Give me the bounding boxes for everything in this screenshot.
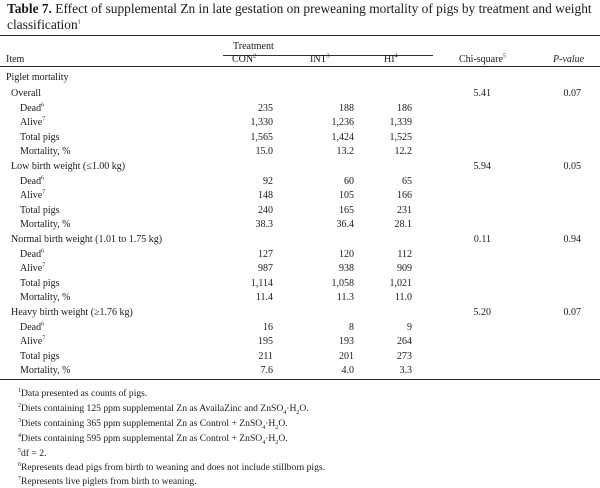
footnote-7: $^7$Represents live piglets from birth to weaning.: [18, 475, 197, 487]
row-label: Mortality, %: [20, 146, 71, 158]
table-row: [0, 146, 600, 162]
table-row: [0, 219, 600, 235]
row-label: Alive$^7$: [20, 335, 46, 348]
row-label: Total pigs: [20, 131, 60, 143]
cell-int: 8: [349, 321, 354, 333]
cell-int: 1,236: [331, 117, 354, 129]
table-row: [0, 263, 600, 279]
row-label: Mortality, %: [20, 219, 71, 231]
table-row: [0, 190, 600, 206]
table-caption: Effect of supplemental Zn in late gestation on preweaning mortality of pigs by treatment and weight classification: [7, 1, 592, 32]
table-row: [0, 351, 600, 367]
cell-con: 148: [258, 190, 273, 202]
table-row: [0, 205, 600, 221]
header-int: INT$^3$: [310, 53, 330, 65]
cell-int: 105: [339, 190, 354, 202]
row-label: Total pigs: [20, 277, 60, 289]
table-row: [0, 292, 600, 308]
row-label: Dead$^6$: [20, 102, 45, 114]
cell-hi: 264: [397, 336, 412, 348]
cell-hi: 112: [397, 248, 412, 260]
row-label: Low birth weight (≤1.00 kg): [11, 161, 126, 172]
cell-hi: 1,339: [389, 117, 412, 129]
section-row: [0, 72, 600, 88]
group-row: [0, 234, 600, 250]
header-chi-square: Chi-square$^5$: [459, 53, 506, 65]
table-title: [7, 1, 597, 32]
cell-int: 36.4: [336, 219, 354, 231]
cell-hi: 3.3: [399, 365, 412, 377]
cell-int: 60: [344, 175, 354, 187]
cell-con: 195: [258, 336, 273, 348]
row-label: Alive$^7$: [20, 262, 46, 275]
header-rule: [0, 66, 600, 67]
cell-hi: 11.0: [394, 292, 412, 304]
header-con: CON$^2$: [232, 53, 257, 65]
row-label: Mortality, %: [20, 292, 71, 304]
row-label: Heavy birth weight (≥1.76 kg): [11, 307, 133, 318]
table-row: [0, 336, 600, 352]
row-label: Dead$^6$: [20, 321, 45, 333]
bottom-rule: [0, 379, 600, 380]
cell-int: 11.3: [336, 292, 354, 304]
cell-hi: 65: [402, 175, 412, 187]
cell-int: 13.2: [336, 146, 354, 158]
row-label: Overall: [11, 88, 41, 99]
table-row: [0, 278, 600, 294]
cell-chi: 5.94: [473, 161, 491, 172]
footnote-5: $^5$df = 2.: [18, 447, 47, 459]
section-label: Piglet mortality: [6, 72, 69, 83]
cell-hi: 9: [407, 321, 412, 333]
cell-hi: 273: [397, 350, 412, 362]
cell-p: 0.07: [563, 307, 581, 318]
table-row: [0, 117, 600, 133]
cell-hi: 1,021: [389, 277, 412, 289]
cell-con: 1,565: [250, 131, 273, 143]
cell-int: 4.0: [341, 365, 354, 377]
row-label: Normal birth weight (1.01 to 1.75 kg): [11, 234, 163, 245]
cell-con: 16: [263, 321, 273, 333]
cell-hi: 12.2: [394, 146, 412, 158]
cell-con: 15.0: [255, 146, 273, 158]
row-label: Dead$^6$: [20, 175, 45, 187]
cell-p: 0.05: [563, 161, 581, 172]
group-row: [0, 88, 600, 104]
cell-hi: 231: [397, 204, 412, 216]
table-row: [0, 322, 600, 338]
footnote-2: $^2$Diets containing 125 ppm supplemental Zn as AvailaZinc and $ZnSO_4\cdot H_2O$.: [18, 402, 309, 416]
title-footnote-mark: 1: [77, 19, 81, 26]
cell-hi: 1,525: [389, 131, 412, 143]
cell-int: 120: [339, 248, 354, 260]
cell-int: 201: [339, 350, 354, 362]
cell-hi: 186: [397, 102, 412, 114]
cell-hi: 166: [397, 190, 412, 202]
table-label: Table 7.: [7, 1, 52, 16]
table-row: [0, 176, 600, 192]
row-label: Dead$^6$: [20, 248, 45, 260]
cell-con: 987: [258, 263, 273, 275]
table-row: [0, 249, 600, 265]
cell-hi: 909: [397, 263, 412, 275]
row-label: Total pigs: [20, 350, 60, 362]
cell-con: 92: [263, 175, 273, 187]
table-row: [0, 103, 600, 119]
cell-chi: 0.11: [473, 234, 491, 245]
cell-con: 127: [258, 248, 273, 260]
row-label: Mortality, %: [20, 365, 71, 377]
top-rule: [0, 35, 600, 36]
cell-int: 1,424: [331, 131, 354, 143]
cell-int: 188: [339, 102, 354, 114]
footnote-1: $^1$Data presented as counts of pigs.: [18, 387, 148, 399]
cell-p: 0.94: [563, 234, 581, 245]
treatment-label: Treatment: [233, 41, 274, 52]
cell-con: 11.4: [255, 292, 273, 304]
cell-con: 211: [258, 350, 273, 362]
cell-con: 240: [258, 204, 273, 216]
cell-chi: 5.20: [473, 307, 491, 318]
cell-int: 1,058: [331, 277, 354, 289]
header-item: Item: [6, 54, 25, 65]
cell-int: 193: [339, 336, 354, 348]
header-p-value: P-value: [553, 54, 585, 65]
cell-int: 938: [339, 263, 354, 275]
group-row: [0, 307, 600, 323]
cell-hi: 28.1: [394, 219, 412, 231]
footnote-4: $^4$Diets containing 595 ppm supplemental Zn as Control + $ZnSO_4\cdot H_2O$.: [18, 432, 288, 446]
row-label: Alive$^7$: [20, 189, 46, 202]
cell-con: 235: [258, 102, 273, 114]
cell-con: 1,330: [250, 117, 273, 129]
cell-con: 38.3: [255, 219, 273, 231]
cell-con: 1,114: [250, 277, 273, 289]
row-label: Total pigs: [20, 204, 60, 216]
cell-int: 165: [339, 204, 354, 216]
footnote-6: $^6$Represents dead pigs from birth to weaning and does not include stillborn pigs.: [18, 461, 326, 473]
cell-con: 7.6: [260, 365, 273, 377]
header-hi: $HI^4$: [384, 53, 398, 65]
table-row: [0, 132, 600, 148]
cell-chi: 5.41: [473, 88, 491, 99]
group-row: [0, 161, 600, 177]
cell-p: 0.07: [563, 88, 581, 99]
footnote-3: $^3$Diets containing 365 ppm supplemental Zn as Control + $ZnSO_4\cdot H_2O$.: [18, 417, 288, 431]
row-label: Alive$^7$: [20, 116, 46, 129]
